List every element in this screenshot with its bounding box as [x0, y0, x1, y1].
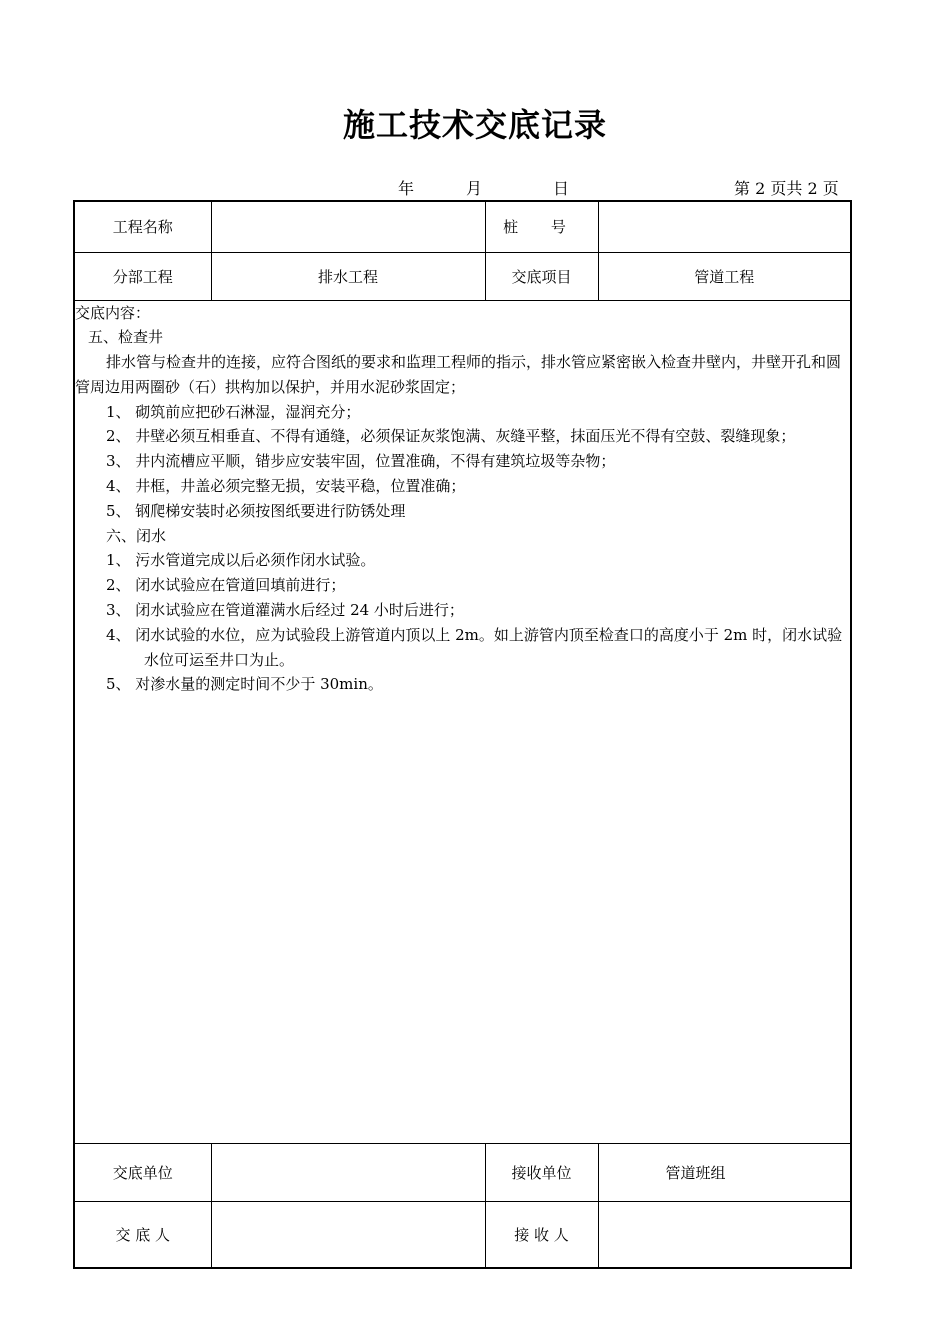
page-title: 施工技术交底记录 — [342, 106, 607, 144]
date-year-label: 年 — [398, 179, 415, 198]
receiver-label: 接 收 人 — [485, 1201, 598, 1268]
project-name-label: 工程名称 — [74, 201, 211, 252]
list-item: 3、 井内流槽应平顺，错步应安装牢固，位置准确，不得有建筑垃圾等杂物； — [106, 452, 616, 471]
list-item: 5、 对渗水量的测定时间不少于 30min。 — [106, 675, 383, 694]
content-row — [74, 300, 851, 1143]
station-label-text: 桩 号 — [503, 218, 580, 237]
list-item: 2、 闭水试验应在管道回填前进行； — [106, 576, 346, 595]
receiver-unit-label: 接收单位 — [485, 1143, 598, 1201]
item-label: 交底项目 — [485, 252, 598, 300]
disclosure-form-table — [73, 200, 852, 1269]
page-number: 第 2 页共 2 页 — [734, 179, 839, 198]
receiver-unit-field[interactable]: 管道班组 — [598, 1143, 851, 1201]
section-six-title: 六、闭水 — [106, 526, 167, 545]
list-item: 3、 闭水试验应在管道灌满水后经过 24 小时后进行； — [106, 601, 464, 620]
list-item: 2、 井壁必须互相垂直、不得有通缝，必须保证灰浆饱满、灰缝平整，抹面压光不得有空鼓、裂缝现象； — [106, 427, 796, 446]
list-item: 4、 井框，井盖必须完整无损，安装平稳，位置准确； — [106, 477, 466, 496]
station-label — [485, 201, 598, 252]
station-field[interactable] — [598, 201, 851, 252]
issuer-unit-label: 交底单位 — [74, 1143, 211, 1201]
content-area[interactable] — [74, 300, 851, 1143]
issuer-field[interactable] — [211, 1201, 485, 1268]
list-item: 5、 钢爬梯安装时必须按图纸要进行防锈处理 — [106, 501, 406, 520]
content-label: 交底内容： — [75, 303, 151, 322]
issuer-label: 交 底 人 — [74, 1201, 211, 1268]
date-month-label: 月 — [466, 179, 483, 198]
division-field[interactable]: 排水工程 — [211, 252, 485, 300]
date-day-label: 日 — [553, 179, 570, 198]
item-field[interactable]: 管道工程 — [598, 252, 851, 300]
receiver-field[interactable] — [598, 1201, 851, 1268]
section-five-title: 五、检查井 — [88, 328, 164, 347]
person-row — [74, 1201, 851, 1268]
division-label: 分部工程 — [74, 252, 211, 300]
project-name-row — [74, 201, 851, 252]
list-item: 1、 砌筑前应把砂石淋湿，湿润充分； — [106, 402, 361, 421]
project-name-field[interactable] — [211, 201, 485, 252]
division-row — [74, 252, 851, 300]
list-item: 1、 污水管道完成以后必须作闭水试验。 — [106, 551, 376, 570]
issuer-unit-field[interactable] — [211, 1143, 485, 1201]
list-item: 4、 闭水试验的水位，应为试验段上游管道内顶以上 2m。如上游管内顶至检查口的高度小于 2m 时，闭水试验水位可运至井口为止。 — [106, 625, 843, 669]
unit-row — [74, 1143, 851, 1201]
section-five-intro: 排水管与检查井的连接，应符合图纸的要求和监理工程师的指示，排水管应紧密嵌入检查井壁内，井壁开孔和圆管周边用两圈砂（石）拱构加以保护，并用水泥砂浆固定； — [75, 353, 842, 396]
